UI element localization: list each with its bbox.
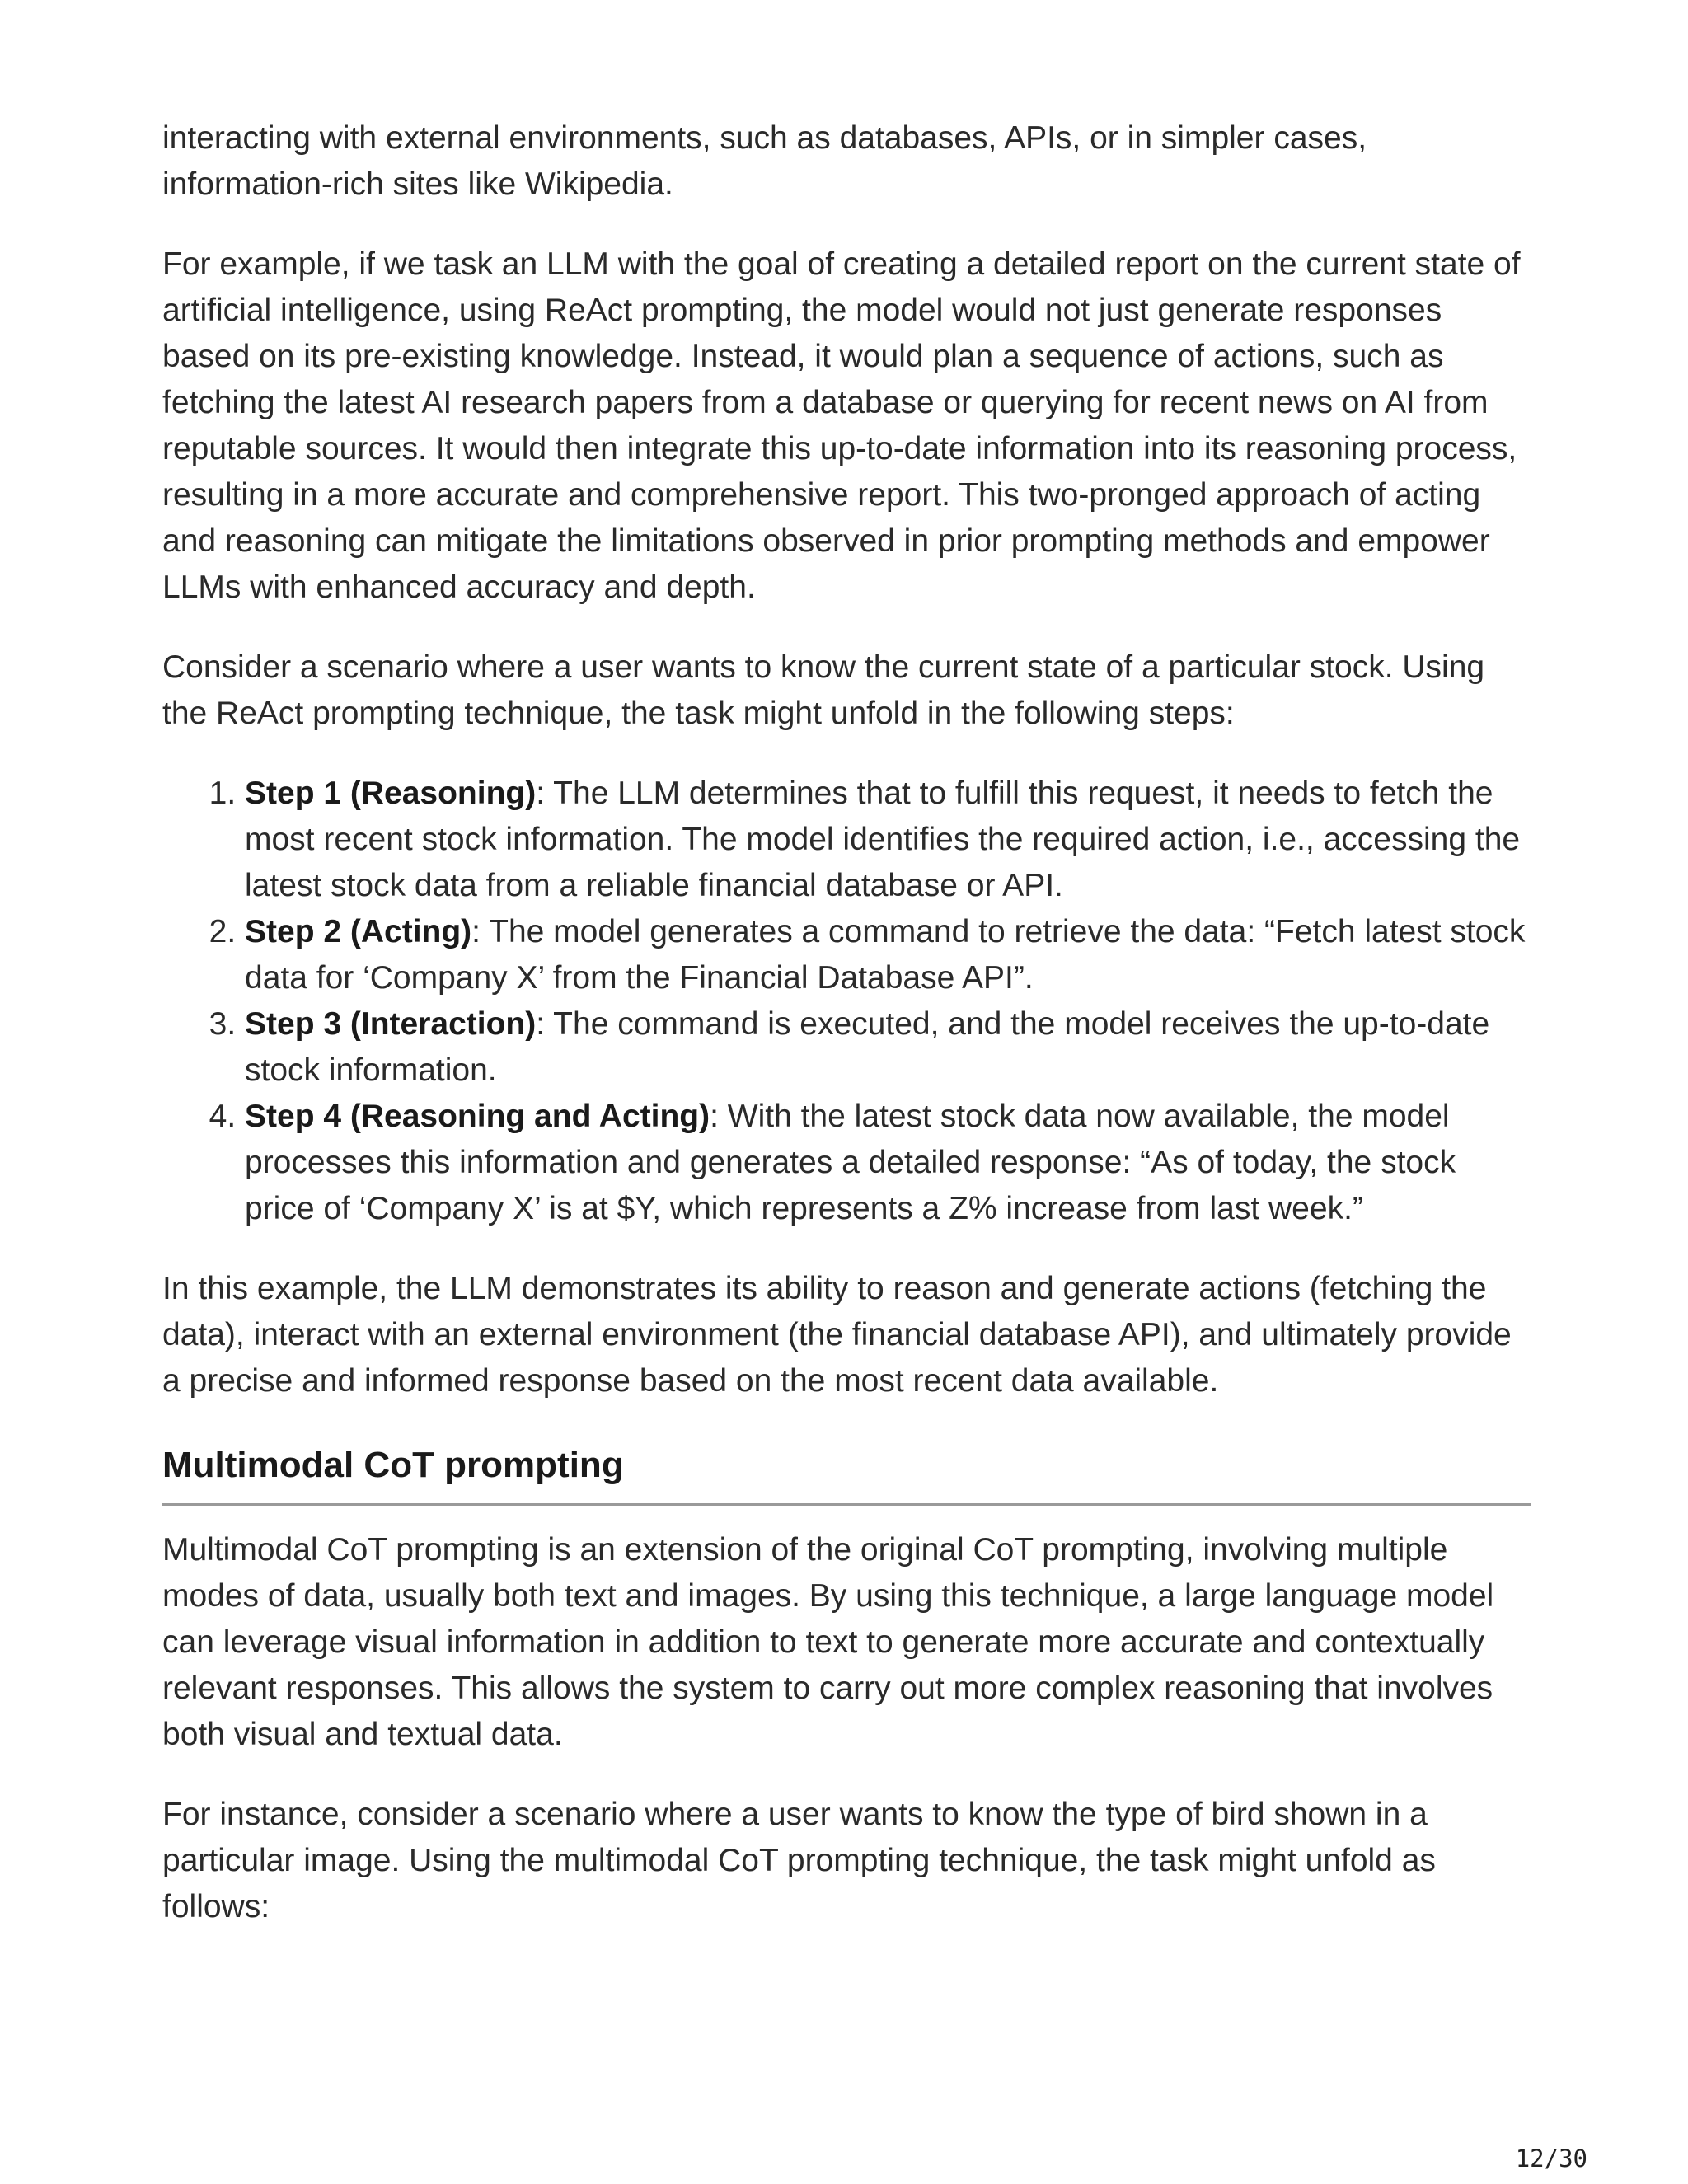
list-item bbox=[245, 909, 1531, 1001]
step-text: : With the latest stock data now available, the model processes this information and generates a detailed response: “As of today, the stock price of ‘Company X’ is at $Y, which represents a Z% increase from last week.” bbox=[245, 1099, 1456, 1226]
list-item bbox=[245, 1094, 1531, 1232]
page-number: 12/30 bbox=[1515, 2144, 1587, 2172]
step-text: : The command is executed, and the model receives the up-to-date stock information. bbox=[245, 1006, 1490, 1088]
steps-list bbox=[162, 771, 1531, 1232]
paragraph-bird-scenario: For instance, consider a scenario where a user wants to know the type of bird shown in a particular image. Using the multimodal CoT prompting technique, the task might unfold as follows: bbox=[162, 1797, 1436, 1924]
list-item bbox=[245, 1001, 1531, 1094]
paragraph-react-example: For example, if we task an LLM with the goal of creating a detailed report on the current state of artificial intelligence, using ReAct prompting, the model would not just generate responses based on its pre-existing knowledge. Instead, it would plan a sequence of actions, such as fetching the latest AI research papers from a database or querying for recent news on AI from reputable sources. It would then integrate this up-to-date information into its reasoning process, resulting in a more accurate and comprehensive report. This two-pronged approach of acting and reasoning can mitigate the limitations observed in prior prompting methods and empower LLMs with enhanced accuracy and depth. bbox=[162, 246, 1521, 605]
step-text: : The LLM determines that to fulfill this request, it needs to fetch the most recent stock information. The model identifies the required action, i.e., accessing the latest stock data from a reliable financial database or API. bbox=[245, 776, 1521, 903]
document-body bbox=[162, 115, 1531, 1964]
paragraph-example-summary: In this example, the LLM demonstrates its ability to reason and generate actions (fetching the data), interact with an external environment (the financial database API), and ultimately provide a precise and informed response based on the most recent data available. bbox=[162, 1271, 1512, 1399]
section-heading: Multimodal CoT prompting bbox=[162, 1442, 1531, 1506]
step-label: Step 4 (Reasoning and Acting) bbox=[245, 1099, 710, 1134]
paragraph-stock-scenario: Consider a scenario where a user wants to know the current state of a particular stock. Using the ReAct prompting technique, the task might unfold in the following steps: bbox=[162, 649, 1485, 731]
paragraph-intro-continued: interacting with external environments, such as databases, APIs, or in simpler cases, information-rich sites like Wikipedia. bbox=[162, 120, 1367, 202]
list-item bbox=[245, 771, 1531, 909]
step-label: Step 1 (Reasoning) bbox=[245, 776, 537, 811]
paragraph-multimodal-intro: Multimodal CoT prompting is an extension of the original CoT prompting, involving multiple modes of data, usually both text and images. By using this technique, a large language model can leverage visual information in addition to text to generate more accurate and contextually relevant responses. This allows the system to carry out more complex reasoning that involves both visual and textual data. bbox=[162, 1532, 1494, 1752]
step-text: : The model generates a command to retrieve the data: “Fetch latest stock data for ‘Company X’ from the Financial Database API”. bbox=[245, 914, 1526, 996]
step-label: Step 3 (Interaction) bbox=[245, 1006, 537, 1042]
step-label: Step 2 (Acting) bbox=[245, 914, 472, 949]
